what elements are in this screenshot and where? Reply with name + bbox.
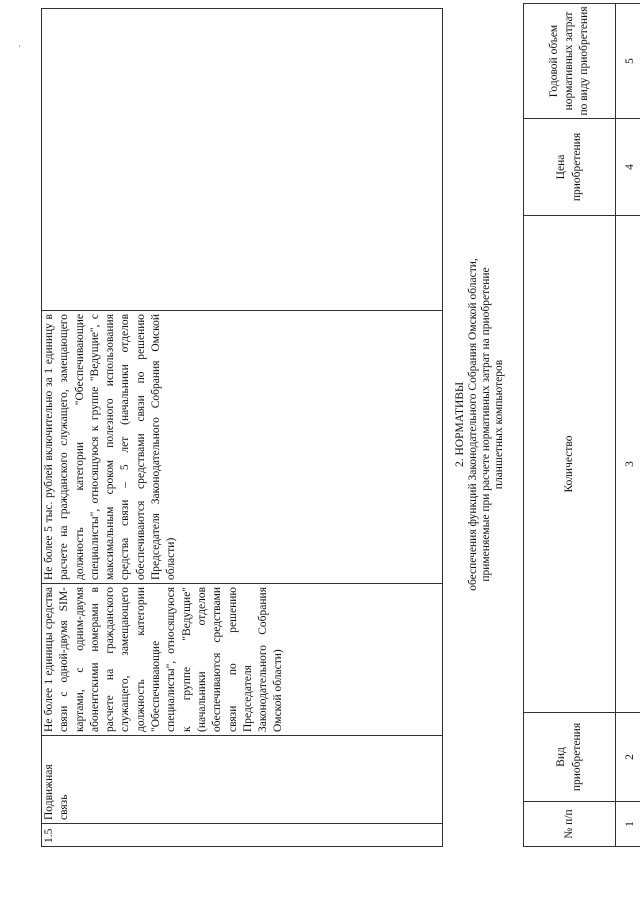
- row-number: 1.5: [42, 824, 443, 847]
- col-number-2: 2: [616, 713, 640, 802]
- col-number-5: 5: [616, 4, 640, 119]
- row-type: Подвижная связь: [42, 736, 443, 824]
- table-row-1-5: [41, 8, 443, 847]
- section-subtitle-line2: применяемые при расчете нормативных затрат на приобретение: [480, 267, 492, 582]
- section-subtitle-line1: обеспечения функций Законодательного Собрания Омской области,: [467, 258, 479, 591]
- header-type: Вид приобретения: [524, 713, 616, 802]
- page-mark: ': [19, 44, 21, 53]
- col-number-1: 1: [616, 802, 640, 847]
- row-annual: [42, 9, 443, 311]
- row-quantity: Не более 1 единицы средства связи с одной-двумя SIM-картами, с одним-двумя абонентскими номерами в расчете на гражданского служащего, замещающего должность категории "Обеспечивающие специалисты", относящуюся к группе "Ведущие" (начальники отделов обеспечиваются средствами связи по решению Председателя Законодательного Собрания Омской области): [42, 584, 443, 736]
- section-title: 2. НОРМАТИВЫ: [454, 381, 466, 468]
- header-annual: Годовой объем нормативных затрат по виду приобретения: [524, 4, 616, 119]
- header-quantity: Количество: [524, 216, 616, 713]
- col-number-4: 4: [616, 119, 640, 216]
- rotated-page: [16, 0, 640, 905]
- section-subtitle-line3: планшетных компьютеров: [493, 359, 505, 490]
- header-number: № п/п: [524, 802, 616, 847]
- row-price: Не более 5 тыс. рублей включительно за 1 единицу в расчете на гражданского служащего, замещающего должность категории "Обеспечивающие специалисты", относящуюся к группе "Ведущие", с максимальным сроком полезного использования средства связи – 5 лет (начальники отделов обеспечиваются средствами связи по решению Председателя Законодательного Собрания Омской области): [42, 311, 443, 584]
- header-price: Цена приобретения: [524, 119, 616, 216]
- col-number-3: 3: [616, 216, 640, 713]
- section-heading: [454, 2, 506, 847]
- normatives-table: [523, 3, 640, 847]
